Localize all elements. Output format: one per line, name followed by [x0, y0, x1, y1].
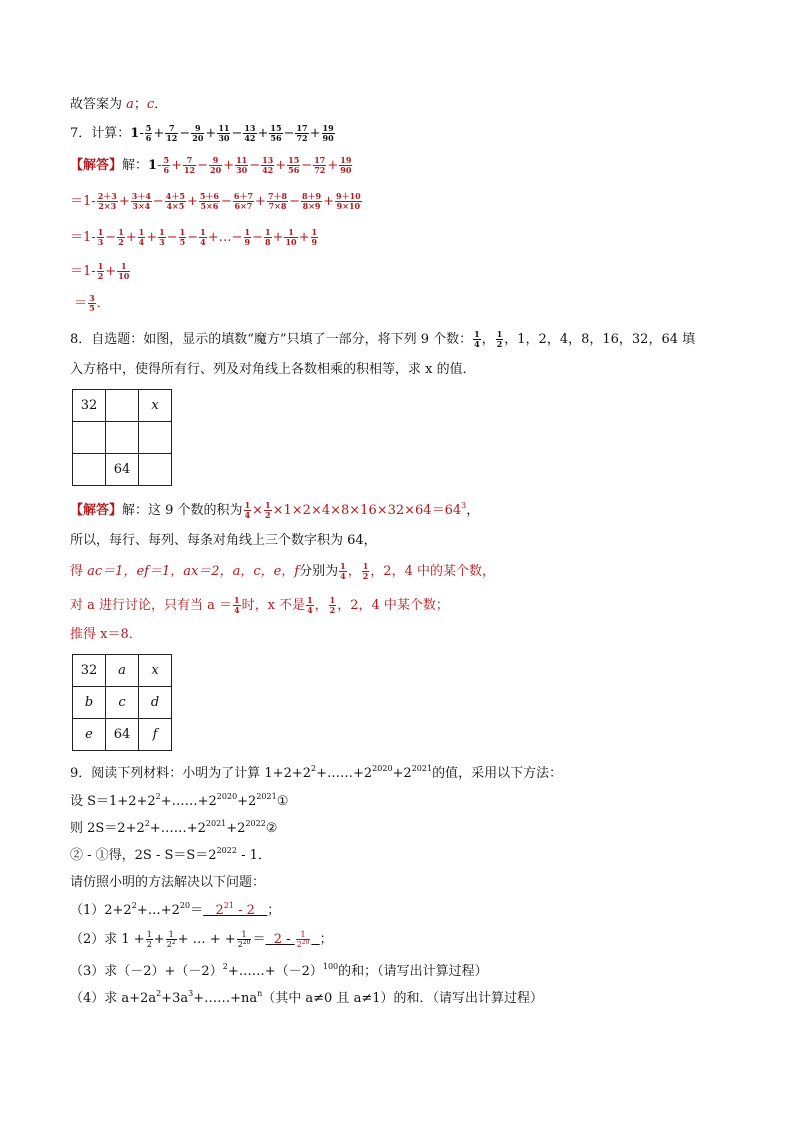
operator: +: [323, 194, 335, 209]
cell: f: [139, 719, 172, 751]
operator: +: [255, 194, 266, 209]
operator: −: [220, 194, 232, 209]
operator: −: [249, 158, 261, 173]
cell: x: [139, 390, 172, 422]
q9-part3: （3）求$(-2)+(-2)^2+\dots\dots+(-2)^{100}$的和；（请写出计算过程）: [70, 962, 488, 979]
operator: −: [231, 126, 243, 141]
operator: +: [327, 158, 339, 173]
operator: −: [252, 230, 263, 245]
fraction: $\frac{9}{20}$: [192, 123, 204, 143]
operator: +: [171, 158, 182, 173]
operator: -: [91, 194, 96, 209]
cell: [73, 422, 106, 454]
operator: +: [153, 126, 165, 141]
operator: +: [105, 264, 117, 279]
operator: −: [301, 158, 313, 173]
q8-question-line1: 8．自选题：如图，显示的填数“魔方”只填了一部分，将下列 9 个数： $\frac{1}{4}$ ， $\frac{1}{2}$ ，1，2，4，8，16，32，64 填: [70, 329, 696, 349]
q9-part2: （2）求 1 + $\frac{1}{2}$ + $\frac{1}{2^2}$ + … + + $\frac{1}{2^{20}}$ ＝ 2 - $\frac{1}{2^{20}}$ ；: [70, 930, 333, 949]
cell: [73, 454, 106, 486]
operator: +…−: [207, 230, 243, 245]
fraction: $\frac{8+9}{8\times 9}$: [301, 191, 322, 211]
fraction: $\frac{19}{90}$: [340, 155, 352, 175]
q9-part1: $(1)2+2^2+\dots+2^{20}=$ $2^{21} - 2$ ；: [70, 901, 281, 918]
fraction: $\frac{19}{90}$: [322, 123, 334, 143]
fraction: $\frac{13}{42}$: [244, 123, 256, 143]
q7-answer-line: 【解答】解：1- $\frac{5}{6}$ + $\frac{7}{12}$ − $\frac{9}{20}$ + $\frac{11}{30}$ − $\frac{13}{42}$ + $\frac{15}{56}$ − $\frac{17}{72}$ + $\frac{19}{90}$: [70, 155, 352, 175]
operator: +: [298, 230, 310, 245]
fraction: $\frac{2+3}{2\times 3}$: [97, 191, 117, 211]
fraction: $\frac{1}{3}$: [97, 227, 104, 247]
operator: -: [157, 158, 162, 173]
cell: a: [106, 655, 139, 687]
fraction: $\frac{1}{4}$: [200, 227, 206, 247]
q9-step-s: 设 $S=1+2+2^2+\dots\dots+2^{2020}+2^{2021}①$: [70, 792, 289, 809]
fraction: $\frac{4+5}{4\times 5}$: [165, 191, 185, 211]
operator: −: [187, 230, 199, 245]
q9-part4: （4）求 $a+2a^2+3a^3+\dots\dots+na^n$（其中 a≠0 且 a≠1）的和．（请写出计算过程）: [70, 989, 543, 1006]
fraction: $\frac{1}{5}$: [179, 227, 186, 247]
cell: 32: [73, 655, 106, 687]
cell: d: [139, 687, 172, 719]
q7-step3: ＝1- $\frac{1}{2}$ + $\frac{1}{10}$: [70, 261, 130, 281]
q9-instruction: 请仿照小明的方法解决以下问题：: [70, 875, 266, 890]
fraction: $\frac{6+7}{6\times 7}$: [233, 191, 254, 211]
part1-answer: $2^{21} - 2$: [215, 901, 255, 918]
operator: −: [283, 126, 295, 141]
q8-answer-line2: 所以，每行、每列、每条对角线上三个数字积为 64，: [70, 533, 377, 548]
fraction: $\frac{5+6}{5\times 6}$: [199, 191, 219, 211]
fraction: $\frac{5}{6}$: [163, 155, 170, 175]
fraction: $\frac{1}{2}$: [97, 261, 104, 281]
fraction: $\frac{1}{3}$: [159, 227, 165, 247]
operator: +: [257, 126, 269, 141]
q8-answer-line4: 对 a 进行讨论，只有当 a ＝ $\frac{1}{4}$ 时，x 不是 $\frac{1}{4}$ ， $\frac{1}{2}$ ，2，4 中某个数；: [70, 595, 449, 615]
fraction: $\frac{1}{4}$: [138, 227, 145, 247]
q8-answer-line1: 【解答】解：这 9 个数的积为 $\frac{1}{4}$ × $\frac{1}{2}$ $\times 1\times 2\times 4\times 8\times 16\times 32\times 64=64^3$，: [70, 500, 480, 520]
cell: e: [73, 719, 106, 751]
q7-answer-expression: [157, 155, 353, 175]
fraction: $\frac{11}{30}$: [236, 155, 248, 175]
cell: b: [73, 687, 106, 719]
operator: -: [91, 264, 96, 279]
operator: −: [166, 230, 178, 245]
fraction: $\frac{15}{56}$: [270, 123, 282, 143]
operator: +: [272, 230, 284, 245]
operator: +: [118, 194, 130, 209]
operator: +: [275, 158, 287, 173]
fraction: $\frac{7}{12}$: [166, 123, 178, 143]
fraction: $\frac{9+10}{9\times 10}$: [336, 191, 361, 211]
magic-square-question: [72, 389, 172, 486]
cell: x: [139, 655, 172, 687]
q7-question: 7．计算：1- $\frac{5}{6}$ + $\frac{7}{12}$ − $\frac{9}{20}$ + $\frac{11}{30}$ − $\frac{13}{42}$ + $\frac{15}{56}$ − $\frac{17}{72}$ + $\frac{19}{90}$: [70, 123, 334, 143]
q7-step2: ＝1- $\frac{1}{3}$ − $\frac{1}{2}$ + $\frac{1}{4}$ + $\frac{1}{3}$ − $\frac{1}{5}$ − $\frac{1}{4}$ +…− $\frac{1}{9}$ − $\frac{1}{8}$ + $\frac{1}{10}$ + $\frac{1}{9}$: [70, 227, 318, 247]
q8-answer-line3: 得 ac＝1，ef＝1，ax＝2，a，c，e，f分别为 $\frac{1}{4}$ ， $\frac{1}{2}$ ，2，4 中的某个数，: [70, 561, 495, 581]
q9-step-diff: ② - ①得，$2S - S=S=2^{2022} - 1$．: [70, 846, 271, 863]
fraction: $\frac{1}{8}$: [264, 227, 271, 247]
part2-answer: 2 - $\frac{1}{2^{20}}$: [273, 930, 310, 949]
fraction: $\frac{5}{6}$: [145, 123, 152, 143]
operator: −: [197, 158, 209, 173]
fraction: $\frac{1}{9}$: [244, 227, 251, 247]
operator: −: [179, 126, 191, 141]
operator: +: [125, 230, 137, 245]
fraction: $\frac{17}{72}$: [296, 123, 308, 143]
q9-question-line1: 9．阅读下列材料：小明为了计算 $1+2+2^2+\dots\dots+2^{2020}+2^{2021}$的值，采用以下方法：: [70, 764, 563, 781]
q7-step1: ＝1- $\frac{2+3}{2\times 3}$ + $\frac{3+4}{3\times 4}$ − $\frac{4+5}{4\times 5}$ + $\frac{5+6}{5\times 6}$ − $\frac{6+7}{6\times 7}$ + $\frac{7+8}{7\times 8}$ − $\frac{8+9}{8\times 9}$ + $\frac{9+10}{9\times 10}$: [70, 191, 361, 211]
cell: 64: [106, 454, 139, 486]
operator: −: [289, 194, 300, 209]
cell: 32: [73, 390, 106, 422]
fraction: $\frac{9}{20}$: [210, 155, 222, 175]
fraction: $\frac{13}{42}$: [262, 155, 274, 175]
fraction: $\frac{15}{56}$: [288, 155, 300, 175]
cell: [106, 422, 139, 454]
cell: c: [106, 687, 139, 719]
fraction: $\frac{11}{30}$: [218, 123, 230, 143]
operator: −: [152, 194, 164, 209]
cell: [139, 422, 172, 454]
q8-answer-line5: 推得 x＝8．: [70, 627, 142, 642]
cell: [139, 454, 172, 486]
q8-question-line2: 入方格中，使得所有行、列及对角线上各数相乘的积相等，求 x 的值．: [70, 362, 476, 377]
fraction: $\frac{17}{72}$: [314, 155, 326, 175]
operator: -: [139, 126, 144, 141]
operator: +: [205, 126, 217, 141]
cell: [106, 390, 139, 422]
fraction: $\frac{1}{10}$: [285, 227, 297, 247]
fraction: $\frac{7+8}{7\times 8}$: [267, 191, 288, 211]
operator: +: [309, 126, 321, 141]
result-fraction: $\frac{3}{5}$: [89, 293, 95, 313]
q7-result: ＝ $\frac{3}{5}$ ．: [74, 293, 110, 313]
cell: 64: [106, 719, 139, 751]
fraction: $\frac{1}{9}$: [311, 227, 318, 247]
fraction: $\frac{1}{10}$: [118, 261, 130, 281]
q9-step-2s: 则 $2S=2+2^2+\dots\dots+2^{2021}+2^{2022}②$: [70, 819, 278, 836]
fraction: $\frac{7}{12}$: [183, 155, 196, 175]
fraction: $\frac{3+4}{3\times 4}$: [131, 191, 151, 211]
previous-answer-line: 故答案为 a；c．: [70, 97, 168, 112]
q7-expression: [139, 123, 335, 143]
operator: +: [186, 194, 198, 209]
operator: −: [105, 230, 117, 245]
magic-square-answer: [72, 654, 172, 751]
operator: +: [223, 158, 235, 173]
operator: +: [146, 230, 158, 245]
fraction: $\frac{1}{2}$: [118, 227, 124, 247]
operator: -: [91, 230, 96, 245]
